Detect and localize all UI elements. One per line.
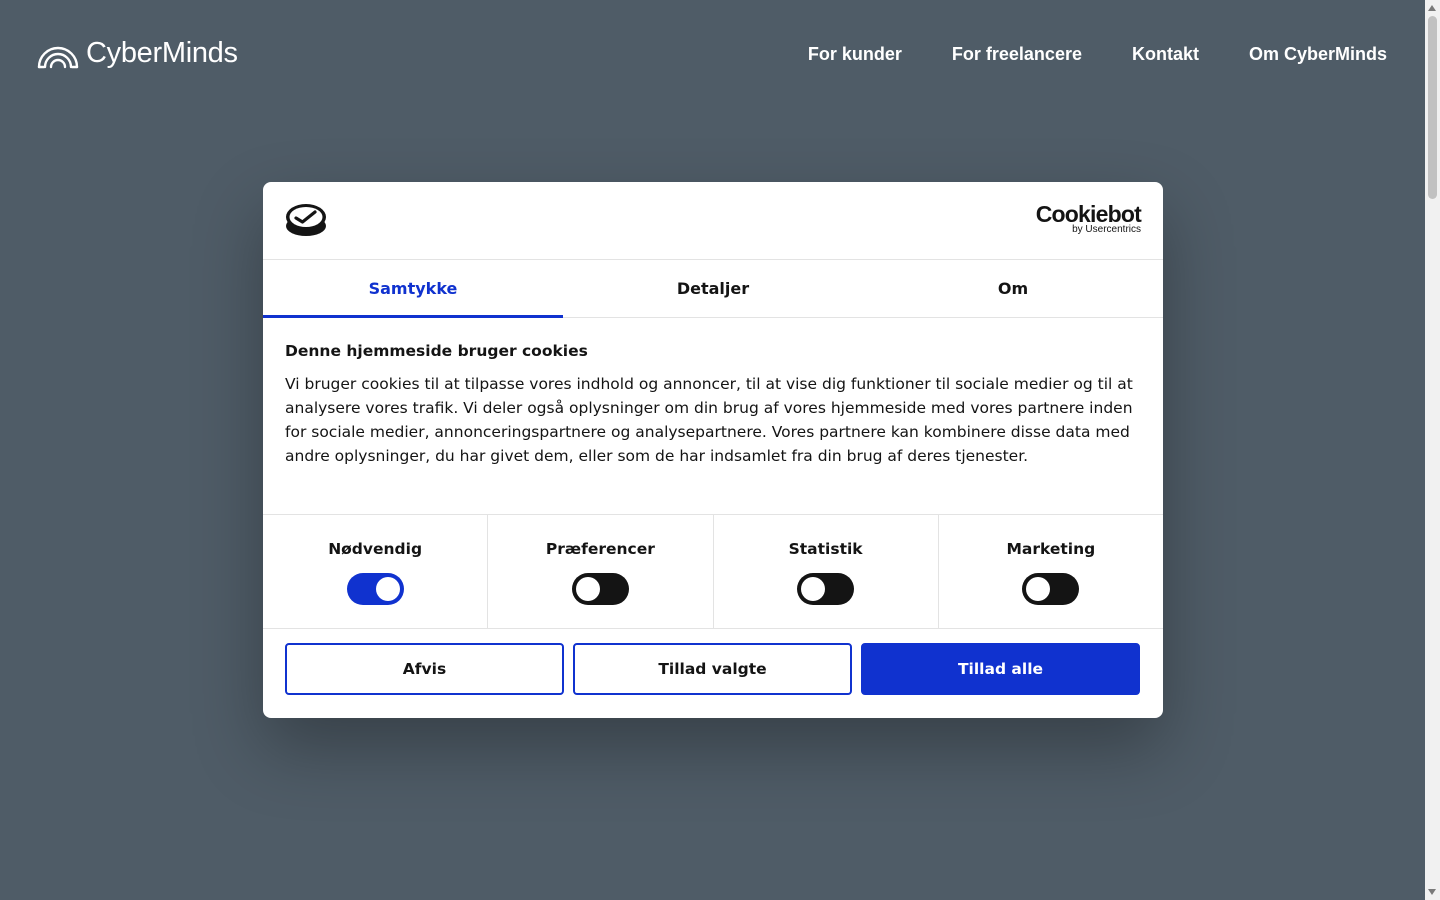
cookiebot-logo[interactable] — [1036, 202, 1141, 235]
cookiebot-name: Cookiebot — [1035, 201, 1141, 227]
consent-buttons — [285, 643, 1140, 695]
toggle-label-praeferencer: Præferencer — [545, 540, 655, 558]
cookie-consent-dialog — [263, 182, 1163, 718]
logo-text: CyberMinds — [86, 36, 238, 69]
consent-content — [285, 340, 1145, 468]
scroll-up-icon[interactable] — [1428, 5, 1436, 11]
nav-for-freelancere[interactable]: For freelancere — [951, 44, 1082, 64]
site-header — [0, 0, 1425, 110]
rainbow-arcs-icon — [36, 36, 80, 70]
consent-toggles — [263, 514, 1163, 629]
consent-heading: Denne hjemmeside bruger cookies — [285, 342, 588, 360]
toggle-cell-nodvendig — [263, 515, 488, 628]
scrollbar-thumb[interactable] — [1428, 16, 1437, 199]
toggle-knob — [1026, 577, 1050, 601]
tab-samtykke[interactable]: Samtykke — [263, 260, 563, 317]
nav-om-cyberminds[interactable]: Om CyberMinds — [1248, 44, 1387, 64]
toggle-cell-statistik — [714, 515, 939, 628]
toggle-praeferencer[interactable] — [572, 573, 629, 605]
toggle-statistik[interactable] — [797, 573, 854, 605]
stamp-check-icon — [285, 202, 327, 242]
toggle-knob — [576, 577, 600, 601]
toggle-label-marketing: Marketing — [1006, 540, 1096, 558]
reject-button[interactable]: Afvis — [285, 643, 564, 695]
nav-for-kunder[interactable]: For kunder — [807, 44, 902, 64]
toggle-knob — [376, 577, 400, 601]
allow-selected-button[interactable]: Tillad valgte — [573, 643, 852, 695]
site-logo[interactable] — [36, 36, 238, 70]
nav-kontakt[interactable]: Kontakt — [1131, 44, 1199, 64]
main-nav — [808, 44, 1387, 65]
consent-tabs — [263, 260, 1163, 318]
tab-om[interactable]: Om — [997, 279, 1029, 298]
cookiebot-sub: by Usercentrics — [1072, 224, 1141, 235]
toggle-nodvendig[interactable] — [347, 573, 404, 605]
toggle-label-nodvendig: Nødvendig — [328, 540, 423, 558]
page-scrollbar[interactable] — [1425, 0, 1440, 900]
tab-detaljer[interactable]: Detaljer — [676, 279, 750, 298]
scroll-down-icon[interactable] — [1428, 889, 1436, 895]
consent-body: Vi bruger cookies til at tilpasse vores indhold og annoncer, til at vise dig funktioner til sociale medier og til at analysere vores trafik. Vi deler også oplysninger om din brug af vores hjemmeside med vores partnere inden for sociale medier, annonceringspartnere og analysepartnere. Vores partnere kan kombinere disse data med andre oplysninger, du har givet dem, eller som de har indsamlet fra din brug af deres tjenester. — [285, 375, 1133, 465]
toggle-marketing[interactable] — [1022, 573, 1079, 605]
toggle-knob — [801, 577, 825, 601]
toggle-cell-praeferencer — [488, 515, 713, 628]
allow-all-button[interactable]: Tillad alle — [861, 643, 1140, 695]
toggle-label-statistik: Statistik — [788, 540, 863, 558]
toggle-cell-marketing — [939, 515, 1163, 628]
dialog-header — [263, 182, 1163, 260]
